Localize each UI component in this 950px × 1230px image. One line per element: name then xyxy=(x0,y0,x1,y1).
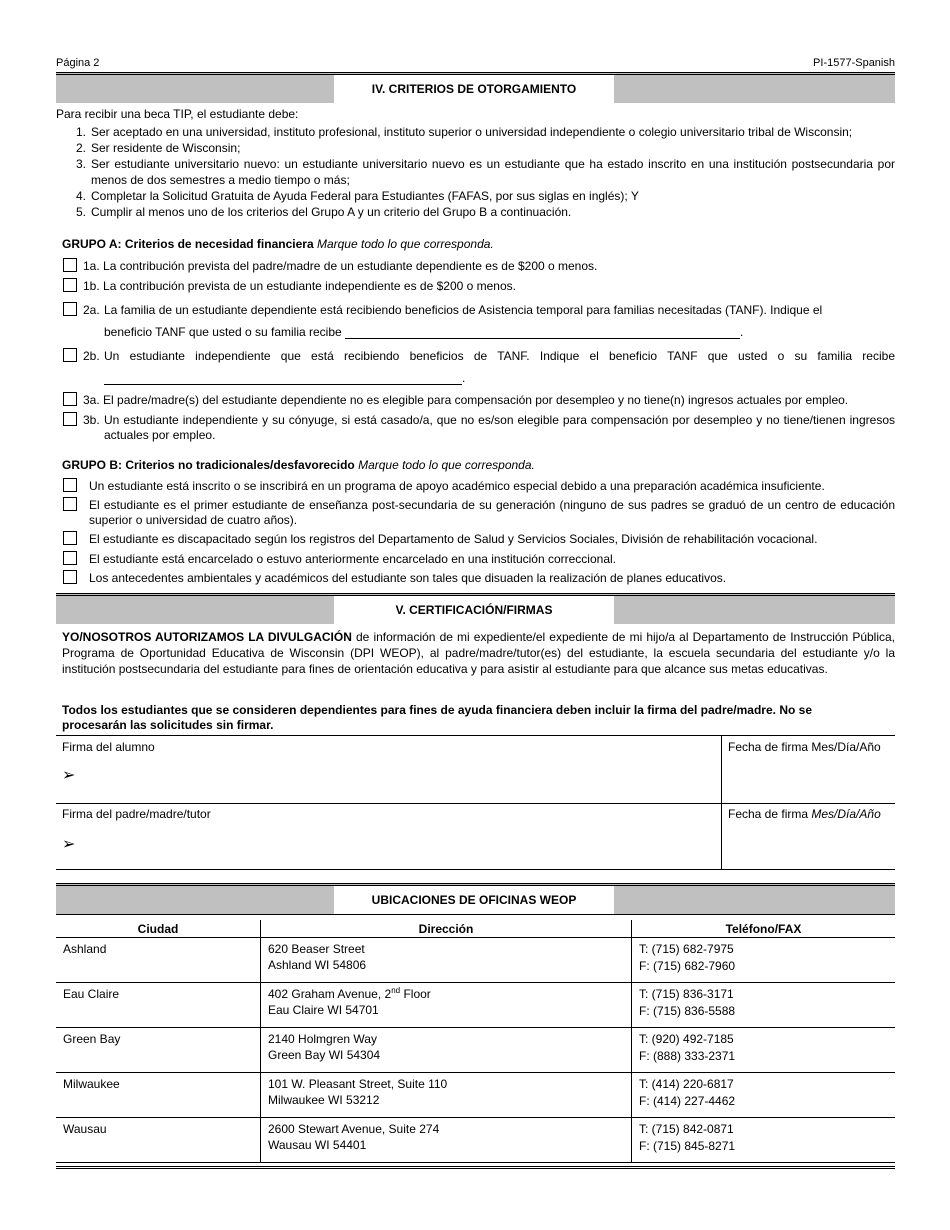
list-item: 3. Ser estudiante universitario nuevo: un estudiante universitario nuevo es un estudiante que ha estado inscrito en una institución postsecundaria por menos de dos semestres a medio tiempo o más; xyxy=(76,157,895,187)
criterion-1b: 1b. La contribución prevista de un estudiante independiente es de $200 o menos. xyxy=(83,279,516,293)
criterion-3b-num: 3b. xyxy=(83,413,100,427)
table-row: Wausau 2600 Stewart Avenue, Suite 274 Wausau WI 54401 T: (715) 842-0871 F: (715) 845-8271 xyxy=(56,1118,895,1163)
criterion-2b-line2: . xyxy=(104,371,465,385)
parent-date-field[interactable] xyxy=(726,824,891,866)
group-a-heading: GRUPO A: Criterios de necesidad financiera Marque todo lo que corresponda. xyxy=(62,237,494,251)
checkbox-1a[interactable] xyxy=(63,258,77,272)
criterion-2a-line2: beneficio TANF que usted o su familia recibe . xyxy=(104,325,744,339)
criterion-1a: 1a. La contribución prevista del padre/madre de un estudiante dependiente es de $200 o menos. xyxy=(83,259,598,273)
checkbox-b3[interactable] xyxy=(63,531,77,545)
checkbox-b4[interactable] xyxy=(63,551,77,565)
group-b-heading: GRUPO B: Criterios no tradicionales/desfavorecido Marque todo lo que corresponda. xyxy=(62,458,535,472)
requirements-list xyxy=(76,124,895,220)
checkbox-2b[interactable] xyxy=(63,348,77,362)
intro-text: Para recibir una beca TIP, el estudiante debe: xyxy=(56,107,299,121)
bottom-rule xyxy=(56,1166,895,1169)
col-phone: Teléfono/FAX xyxy=(632,920,896,938)
checkbox-2a[interactable] xyxy=(63,302,77,316)
tanf-benefit-field-2a[interactable] xyxy=(345,326,740,339)
checkbox-1b[interactable] xyxy=(63,278,77,292)
table-row: Green Bay 2140 Holmgren Way Green Bay WI 54304 T: (920) 492-7185 F: (888) 333-2371 xyxy=(56,1028,895,1073)
criterion-b3: El estudiante es discapacitado según los registros del Departamento de Salud y Servicios Sociales, División de rehabilitación vocacional. xyxy=(89,532,818,546)
checkbox-b1[interactable] xyxy=(63,478,77,492)
table-header-row xyxy=(56,920,895,938)
page-number: Página 2 xyxy=(56,57,100,69)
arrow-icon: ➢ xyxy=(62,767,76,784)
student-signature-field[interactable] xyxy=(76,756,716,800)
checkbox-b5[interactable] xyxy=(63,570,77,584)
signature-box xyxy=(56,735,895,870)
checkbox-3a[interactable] xyxy=(63,392,77,406)
parent-date-label: Fecha de firma Mes/Día/Año xyxy=(728,807,881,821)
student-date-label: Fecha de firma Mes/Día/Año xyxy=(728,740,881,754)
authorization-text: YO/NOSOTROS AUTORIZAMOS LA DIVULGACIÓN de información de mi expediente/el expediente de mi hijo/a al Departamento de Instrucción Pública, Programa de Oportunidad Educativa de Wisconsin (DPI WEOP), al padre/madre/tutor(es) del estudiante, la escuela secundaria del estudiante y/o la institución postsecundaria del estudiante para fines de orientación educativa y para asistir al estudiante para que alcance sus metas educativas. xyxy=(62,630,896,676)
criterion-b5: Los antecedentes ambientales y académicos del estudiante son tales que disuaden la realización de planes educativos. xyxy=(89,571,727,585)
dependents-notice: Todos los estudiantes que se consideren dependientes para fines de ayuda financiera deben incluir la firma del padre/madre. No se procesarán las solicitudes sin firmar. xyxy=(62,703,812,732)
checkbox-b2[interactable] xyxy=(63,497,77,511)
section-v-bar xyxy=(56,593,895,624)
list-item: 4. Completar la Solicitud Gratuita de Ayuda Federal para Estudiantes (FAFAS, por sus siglas en inglés); Y xyxy=(76,189,639,203)
criterion-2a-num: 2a. xyxy=(83,303,100,317)
table-row: Ashland 620 Beaser Street Ashland WI 54806 T: (715) 682-7975 F: (715) 682-7960 xyxy=(56,938,895,983)
form-code: PI-1577-Spanish xyxy=(813,57,895,69)
offices-table xyxy=(56,920,895,1163)
parent-signature-label: Firma del padre/madre/tutor xyxy=(62,807,211,821)
criterion-2b-num: 2b. xyxy=(83,349,100,363)
section-iv-bar xyxy=(56,72,895,103)
table-row: Milwaukee 101 W. Pleasant Street, Suite 110 Milwaukee WI 53212 T: (414) 220-6817 F: (414) 227-4462 xyxy=(56,1073,895,1118)
page-header xyxy=(56,57,895,71)
offices-bar xyxy=(56,883,895,914)
tanf-benefit-field-2b[interactable] xyxy=(104,372,462,385)
list-item: 1. Ser aceptado en una universidad, instituto profesional, instituto superior o universidad independiente o colegio universitario tribal de Wisconsin; xyxy=(76,125,853,139)
criterion-b1: Un estudiante está inscrito o se inscribirá en un programa de apoyo académico especial debido a una preparación académica insuficiente. xyxy=(89,479,825,493)
offices-title: UBICACIONES DE OFICINAS WEOP xyxy=(334,886,614,914)
checkbox-3b[interactable] xyxy=(63,412,77,426)
criterion-3b: Un estudiante independiente y su cónyuge, si está casado/a, que no es/son elegible para compensación por desempleo y no tiene/tienen ingresos actuales por empleo. xyxy=(104,413,895,442)
col-city: Ciudad xyxy=(56,920,261,938)
criterion-2a: La familia de un estudiante dependiente está recibiendo beneficios de Asistencia temporal para familias necesitadas (TANF). Indique el xyxy=(104,303,823,317)
student-date-field[interactable] xyxy=(726,756,891,800)
section-v-title: V. CERTIFICACIÓN/FIRMAS xyxy=(334,596,614,624)
section-iv-title: IV. CRITERIOS DE OTORGAMIENTO xyxy=(334,75,614,103)
parent-signature-field[interactable] xyxy=(76,824,716,866)
criterion-3a: 3a. El padre/madre(s) del estudiante dependiente no es elegible para compensación por desempleo y no tiene(n) ingresos actuales por empleo. xyxy=(83,393,849,407)
list-item: 5. Cumplir al menos uno de los criterios del Grupo A y un criterio del Grupo B a continuación. xyxy=(76,205,572,219)
criterion-b4: El estudiante está encarcelado o estuvo anteriormente encarcelado en una institución correccional. xyxy=(89,552,616,566)
criterion-2b: Un estudiante independiente que está recibiendo beneficios de TANF. Indique el beneficio TANF que usted o su familia recibe xyxy=(104,349,895,363)
arrow-icon: ➢ xyxy=(62,836,76,853)
criterion-b2: El estudiante es el primer estudiante de enseñanza post-secundaria de su generación (ninguno de sus padres se graduó de un centro de educación superior o universidad de cuatro años). xyxy=(89,498,895,527)
table-row: Eau Claire 402 Graham Avenue, 2nd Floor Eau Claire WI 54701 T: (715) 836-3171 F: (715) 836-5588 xyxy=(56,983,895,1028)
student-signature-label: Firma del alumno xyxy=(62,740,155,754)
col-address: Dirección xyxy=(261,920,632,938)
list-item: 2. Ser residente de Wisconsin; xyxy=(76,141,241,155)
